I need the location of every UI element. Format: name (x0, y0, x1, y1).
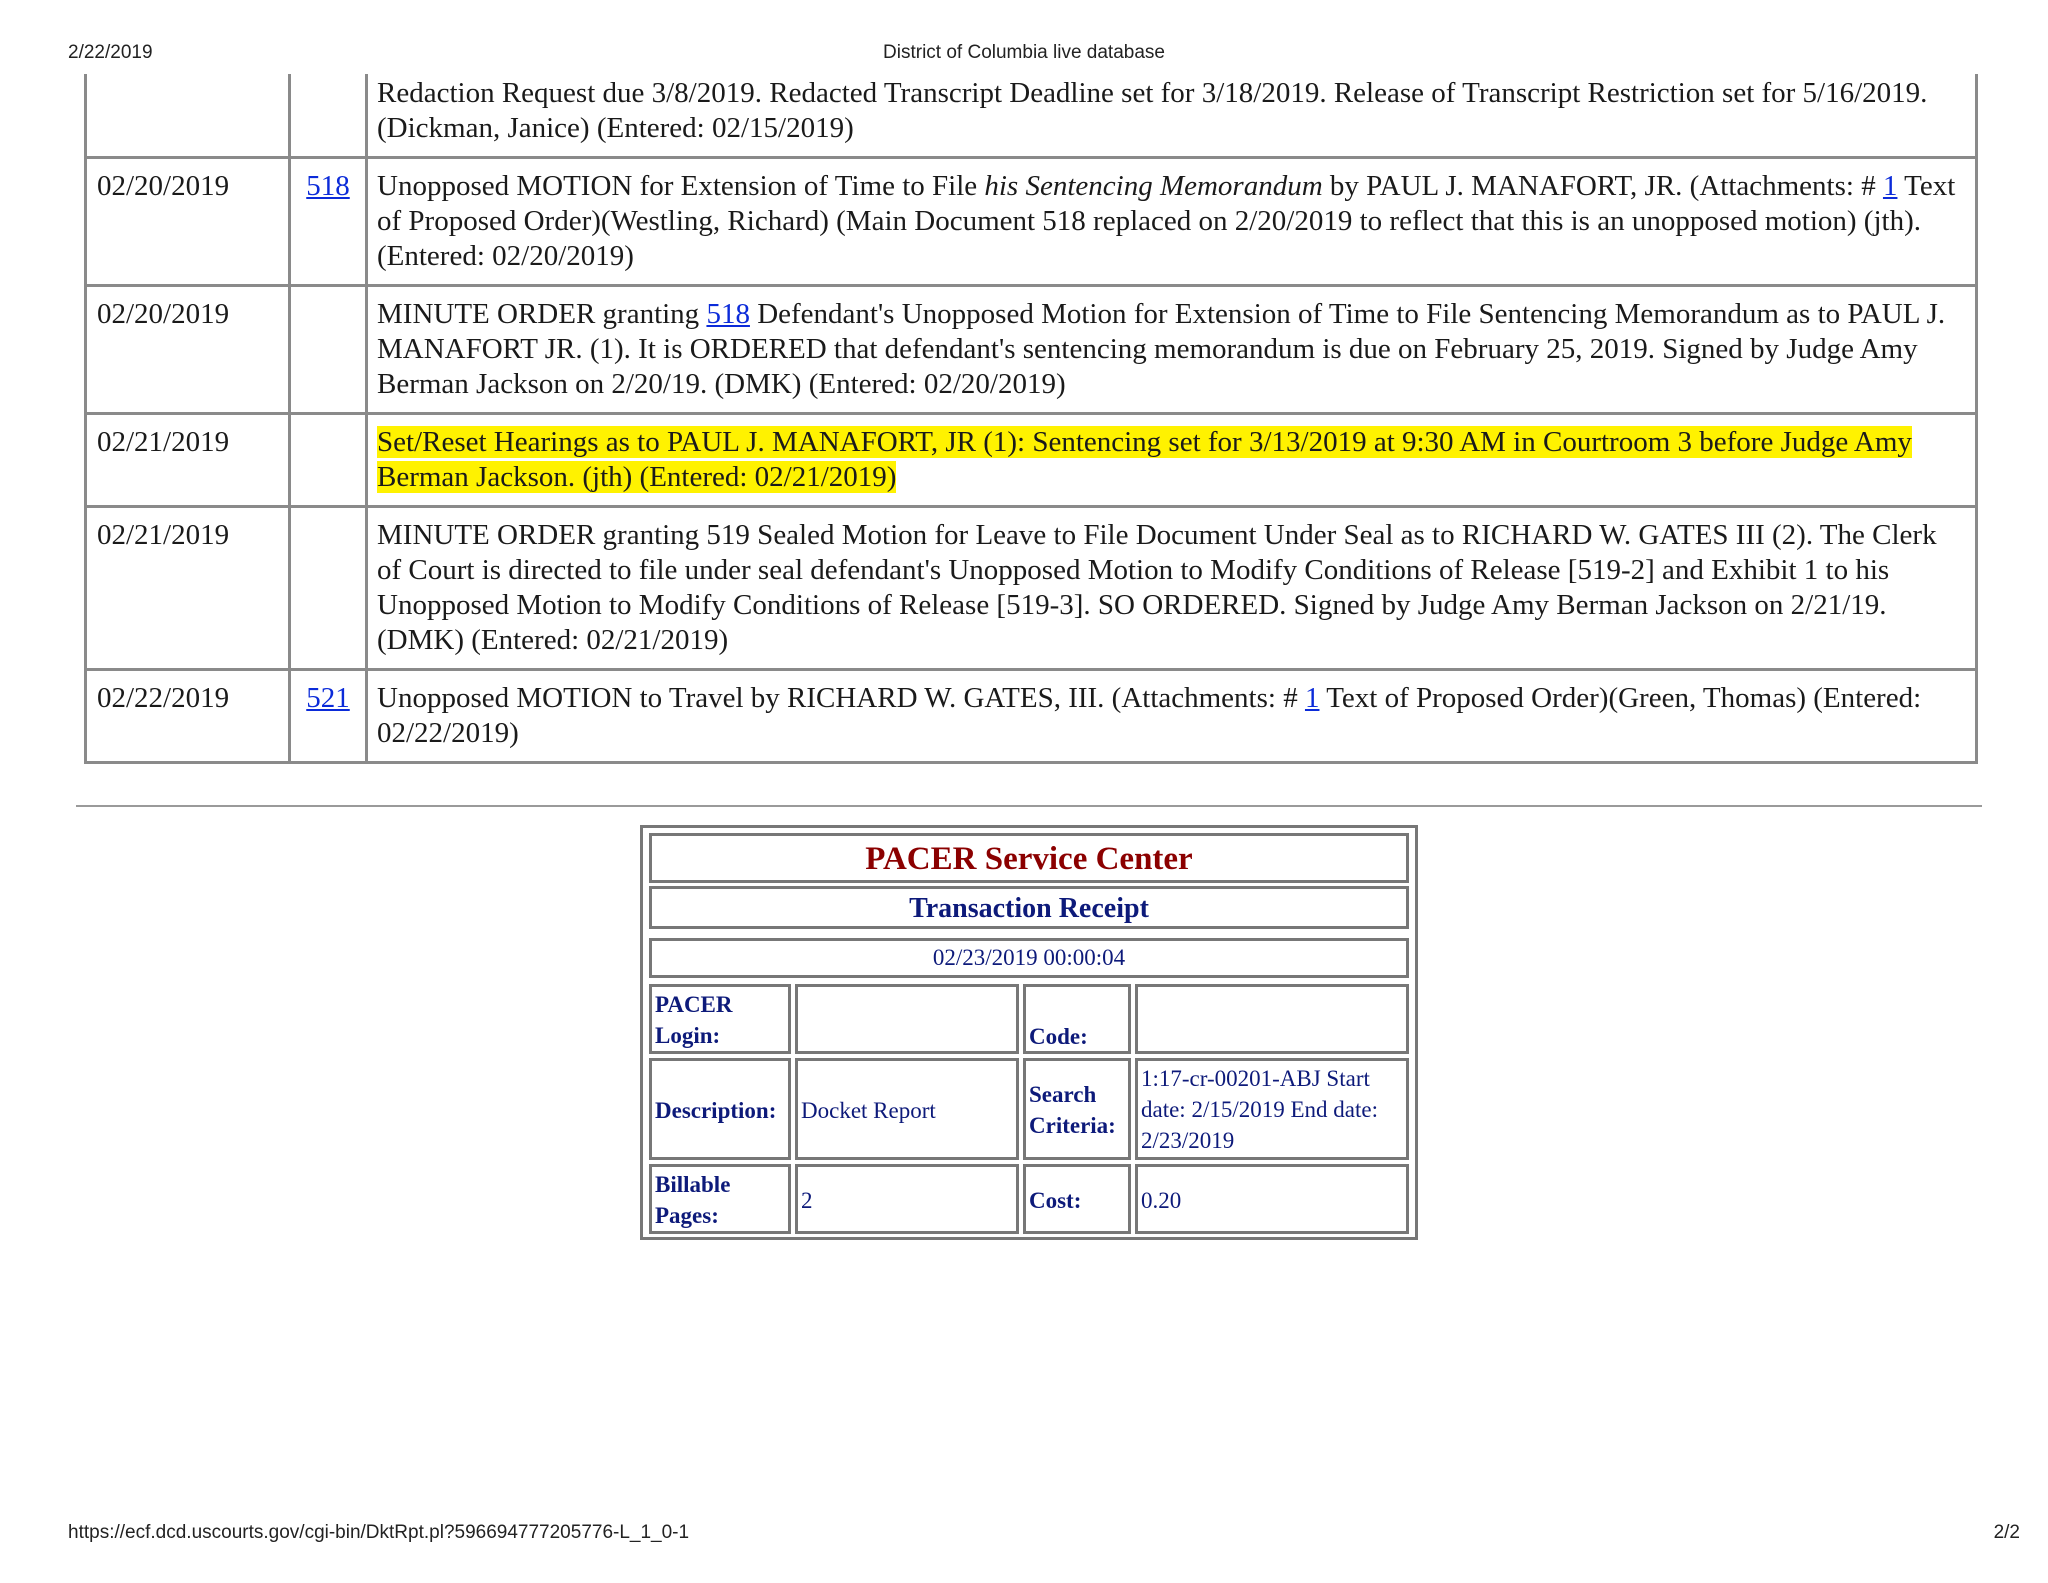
document-518-ref-link[interactable]: 518 (706, 298, 750, 330)
attachment-1-link[interactable]: 1 (1304, 682, 1320, 714)
docket-number (291, 156, 368, 284)
print-url: https://ecf.dcd.uscourts.gov/cgi-bin/DktRpt.pl?596694777205776-L_1_0-1 (68, 1522, 690, 1543)
receipt-subtitle: Transaction Receipt (649, 886, 1409, 929)
docket-text (368, 156, 1975, 284)
table-row (87, 284, 1975, 412)
pages-label: Billable Pages: (649, 1164, 791, 1234)
docket-date: 02/20/2019 (87, 284, 291, 412)
docket-text-part: Unopposed MOTION to Travel by RICHARD W. GATES, III. (Attachments: # (377, 682, 1305, 714)
docket-text-part: Text of Proposed Order)(Green, Thomas) (Entered: 02/22/2019) (377, 682, 1922, 749)
cost-value: 0.20 (1135, 1164, 1409, 1234)
docket-text (368, 284, 1975, 412)
login-label: PACER Login: (649, 984, 791, 1054)
document-521-link[interactable]: 521 (306, 682, 350, 714)
description-label: Description: (649, 1058, 791, 1160)
print-page-number: 2/2 (1993, 1522, 2020, 1543)
table-row (87, 156, 1975, 284)
docket-date: 02/21/2019 (87, 412, 291, 505)
docket-date: 02/20/2019 (87, 156, 291, 284)
docket-date (87, 74, 291, 156)
docket-text (368, 412, 1975, 505)
docket-text-part: Unopposed MOTION for Extension of Time to File (377, 170, 985, 202)
docket-number (291, 412, 368, 505)
table-row (87, 412, 1975, 505)
docket-number (291, 668, 368, 761)
receipt-title: PACER Service Center (649, 833, 1409, 883)
docket-text-part: Defendant's Unopposed Motion for Extension of Time to File Sentencing Memorandum as to PAUL J. MANAFORT JR. (1). It is ORDERED that defendant's sentencing memorandum is due on February 25, 2019. Signed by Judge Amy Berman Jackson on 2/20/19. (DMK) (Entered: 02/20/2019) (377, 298, 1946, 400)
docket-date: 02/21/2019 (87, 505, 291, 668)
docket-text (368, 668, 1975, 761)
docket-number (291, 74, 368, 156)
description-value: Docket Report (795, 1058, 1019, 1160)
docket-date: 02/22/2019 (87, 668, 291, 761)
print-page-title: District of Columbia live database (883, 42, 1165, 63)
docket-text-italic: his Sentencing Memorandum (984, 170, 1323, 202)
print-date: 2/22/2019 (68, 42, 153, 63)
pacer-receipt (640, 825, 1418, 1240)
pages-value: 2 (795, 1164, 1019, 1234)
criteria-value: 1:17-cr-00201-ABJ Start date: 2/15/2019 End date: 2/23/2019 (1135, 1058, 1409, 1160)
docket-number (291, 284, 368, 412)
table-row (87, 668, 1975, 761)
docket-table (84, 74, 1978, 764)
receipt-timestamp: 02/23/2019 00:00:04 (649, 938, 1409, 978)
horizontal-divider (76, 805, 1982, 807)
login-value (795, 984, 1019, 1054)
table-row (87, 74, 1975, 156)
criteria-label: Search Criteria: (1023, 1058, 1131, 1160)
docket-text-part: MINUTE ORDER granting (377, 298, 707, 330)
cost-label: Cost: (1023, 1164, 1131, 1234)
code-value (1135, 984, 1409, 1054)
docket-text: Redaction Request due 3/8/2019. Redacted Transcript Deadline set for 3/18/2019. Release of Transcript Restriction set for 5/16/2019.(Dickman, Janice) (Entered: 02/15/2019) (377, 77, 1928, 144)
code-label: Code: (1023, 984, 1131, 1054)
highlighted-entry-text: Set/Reset Hearings as to PAUL J. MANAFORT, JR (1): Sentencing set for 3/13/2019 at 9:30 AM in Courtroom 3 before Judge Amy Berman Jackson. (jth) (Entered: 02/21/2019) (377, 426, 1912, 493)
docket-number (291, 505, 368, 668)
docket-text-part: Text of Proposed Order)(Westling, Richard) (Main Document 518 replaced on 2/20/2019 to reflect that this is an unopposed motion) (jth). (Entered: 02/20/2019) (377, 170, 1956, 272)
attachment-1-link[interactable]: 1 (1882, 170, 1898, 202)
document-518-link[interactable]: 518 (306, 170, 350, 202)
docket-text-part: by PAUL J. MANAFORT, JR. (Attachments: # (1322, 170, 1883, 202)
docket-text: MINUTE ORDER granting 519 Sealed Motion for Leave to File Document Under Seal as to RICHARD W. GATES III (2). The Clerk of Court is directed to file under seal defendant's Unopposed Motion to Modify Conditions of Release [519-2] and Exhibit 1 to his Unopposed Motion to Modify Conditions of Release [519-3]. SO ORDERED. Signed by Judge Amy Berman Jackson on 2/21/19. (DMK) (Entered: 02/21/2019) (368, 505, 1975, 668)
table-row (87, 505, 1975, 668)
